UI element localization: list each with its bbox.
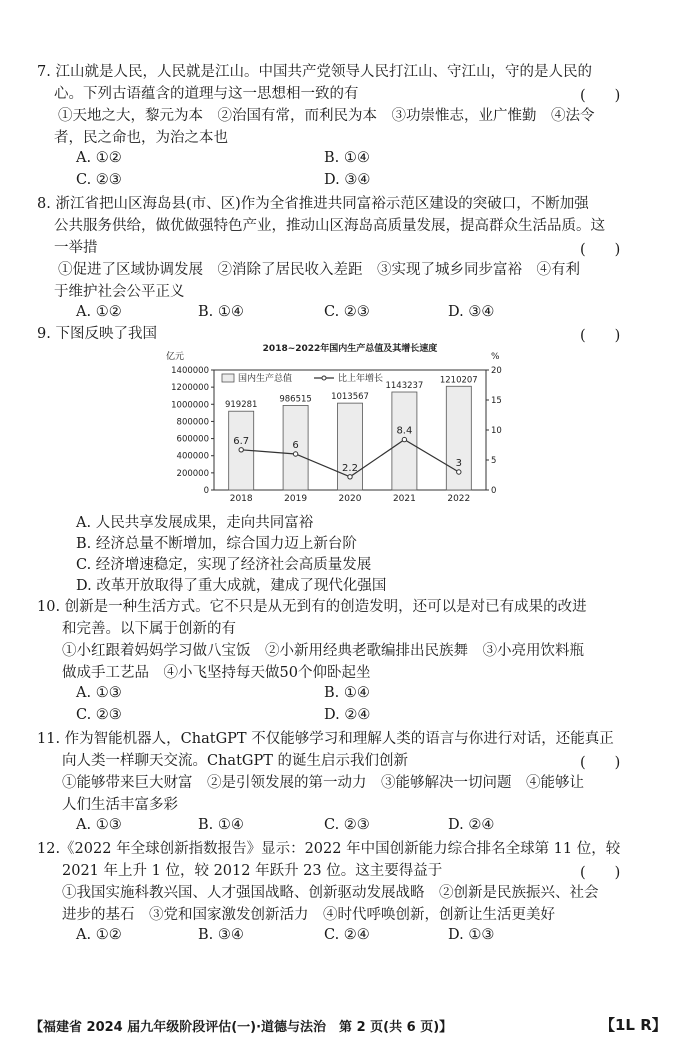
q11-line-1: 11. 作为智能机器人，ChatGPT 不仅能够学习和理解人类的语言与你进行对话，还能真正 bbox=[37, 731, 614, 747]
y-left-tick-label: 600000 bbox=[176, 434, 209, 445]
q7-line-1: 7. 江山就是人民，人民就是江山。中国共产党领导人民打江山、守江山，守的是人民的 bbox=[37, 64, 592, 80]
q9-line-1: 9. 下图反映了我国 bbox=[37, 326, 157, 342]
y-left-tick-label: 1200000 bbox=[171, 383, 209, 394]
y-left-tick-label: 800000 bbox=[176, 417, 209, 428]
q12-option-d[interactable]: D. ①③ bbox=[448, 927, 495, 943]
y-left-tick-label: 200000 bbox=[176, 468, 209, 479]
q12-line-2: 2021 年上升 1 位，较 2012 年跃升 23 位。这主要得益于 bbox=[62, 863, 443, 879]
x-tick-label: 2019 bbox=[284, 494, 308, 504]
legend-bar-label: 国内生产总值 bbox=[238, 374, 293, 384]
q10-option-b[interactable]: B. ①④ bbox=[324, 685, 370, 701]
y-right-tick-label: 10 bbox=[491, 426, 502, 436]
q8-line-4: ①促进了区域协调发展 ②消除了居民收入差距 ③实现了城乡同步富裕 ④有利 bbox=[58, 262, 580, 278]
q7-option-b[interactable]: B. ①④ bbox=[324, 150, 370, 166]
q12-option-a[interactable]: A. ①② bbox=[76, 927, 122, 943]
q7-option-a[interactable]: A. ①② bbox=[76, 150, 122, 166]
y-axis-right-label: % bbox=[491, 352, 500, 362]
q10-line-3: ①小红跟着妈妈学习做八宝饭 ②小新用经典老歌编排出民族舞 ③小亮用饮料瓶 bbox=[62, 643, 584, 659]
q12-line-1: 12.《2022 年全球创新指数报告》显示：2022 年中国创新能力综合排名全球第 11 位，较 bbox=[37, 841, 621, 857]
q8-option-a[interactable]: A. ①② bbox=[76, 304, 122, 320]
page-footer: 【福建省 2024 届九年级阶段评估(一)·道德与法治 第 2 页(共 6 页)】 bbox=[30, 1020, 453, 1035]
q12-line-3: ①我国实施科教兴国、人才强国战略、创新驱动发展战略 ②创新是民族振兴、社会 bbox=[62, 885, 599, 901]
gdp-chart bbox=[160, 340, 500, 512]
q12-option-c[interactable]: C. ②④ bbox=[324, 927, 370, 943]
q8-line-3: 一举措 bbox=[54, 240, 98, 256]
q11-line-3: ①能够带来巨大财富 ②是引领发展的第一动力 ③能够解决一切问题 ④能够让 bbox=[62, 775, 584, 791]
growth-point bbox=[348, 475, 352, 479]
growth-point bbox=[293, 452, 297, 456]
x-tick-label: 2018 bbox=[229, 494, 253, 504]
q9-option-d[interactable]: D. 改革开放取得了重大成就，建成了现代化强国 bbox=[76, 578, 387, 594]
legend-line-label: 比上年增长 bbox=[338, 374, 384, 384]
gdp-bar-label: 1013567 bbox=[331, 392, 369, 403]
q10-option-d[interactable]: D. ②④ bbox=[324, 707, 371, 723]
legend-bar-swatch bbox=[222, 374, 234, 382]
q7-option-c[interactable]: C. ②③ bbox=[76, 172, 122, 188]
q11-answer-blank[interactable]: ( ) bbox=[580, 755, 621, 771]
growth-point-label: 6.7 bbox=[233, 435, 250, 447]
q7-option-d[interactable]: D. ③④ bbox=[324, 172, 371, 188]
chart-title: 2018~2022年国内生产总值及其增长速度 bbox=[262, 344, 438, 354]
y-right-tick-label: 0 bbox=[491, 486, 497, 496]
y-right-tick-label: 5 bbox=[491, 456, 497, 466]
q10-option-c[interactable]: C. ②③ bbox=[76, 707, 122, 723]
q12-answer-blank[interactable]: ( ) bbox=[580, 865, 621, 881]
q7-line-4: 者，民之命也，为治之本也 bbox=[54, 130, 228, 146]
y-right-tick-label: 20 bbox=[491, 366, 502, 376]
q8-option-b[interactable]: B. ①④ bbox=[198, 304, 244, 320]
y-left-tick-label: 0 bbox=[203, 486, 209, 496]
x-tick-label: 2022 bbox=[447, 494, 471, 504]
q12-line-4: 进步的基石 ③党和国家激发创新活力 ④时代呼唤创新，创新让生活更美好 bbox=[62, 907, 555, 923]
q8-option-d[interactable]: D. ③④ bbox=[448, 304, 495, 320]
q10-line-1: 10. 创新是一种生活方式。它不只是从无到有的创造发明，还可以是对已有成果的改进 bbox=[37, 599, 587, 615]
growth-point-label: 6 bbox=[292, 440, 299, 451]
q9-option-c[interactable]: C. 经济增速稳定，实现了经济社会高质量发展 bbox=[76, 557, 372, 573]
q11-line-2: 向人类一样聊天交流。ChatGPT 的诞生启示我们创新 bbox=[62, 753, 409, 769]
growth-point-label: 8.4 bbox=[396, 425, 413, 437]
y-left-tick-label: 400000 bbox=[176, 451, 209, 462]
y-left-tick-label: 1000000 bbox=[171, 400, 209, 411]
y-right-tick-label: 15 bbox=[491, 396, 502, 406]
q10-option-a[interactable]: A. ①③ bbox=[76, 685, 122, 701]
growth-point bbox=[457, 470, 461, 474]
q8-line-5: 于维护社会公平正义 bbox=[54, 284, 185, 300]
q11-option-c[interactable]: C. ②③ bbox=[324, 817, 370, 833]
legend-line-marker bbox=[322, 376, 326, 380]
q8-answer-blank[interactable]: ( ) bbox=[580, 242, 621, 258]
growth-point-label: 2.2 bbox=[342, 462, 358, 474]
x-tick-label: 2021 bbox=[392, 494, 416, 504]
q10-line-4: 做成手工艺品 ④小飞坚持每天做50个仰卧起坐 bbox=[62, 665, 371, 681]
y-axis-left-label: 亿元 bbox=[166, 352, 185, 362]
q12-option-b[interactable]: B. ③④ bbox=[198, 927, 244, 943]
growth-point bbox=[239, 448, 243, 452]
gdp-bar-label: 1143237 bbox=[385, 381, 424, 392]
q9-option-b[interactable]: B. 经济总量不断增加，综合国力迈上新台阶 bbox=[76, 536, 357, 552]
q8-option-c[interactable]: C. ②③ bbox=[324, 304, 370, 320]
q9-answer-blank[interactable]: ( ) bbox=[580, 328, 621, 344]
gdp-bar-label: 986515 bbox=[279, 394, 312, 405]
q7-line-3: ①天地之大，黎元为本 ②治国有常，而利民为本 ③功崇惟志，业广惟勤 ④法令 bbox=[58, 108, 595, 124]
y-left-tick-label: 1400000 bbox=[171, 366, 209, 376]
q11-line-4: 人们生活丰富多彩 bbox=[62, 797, 178, 813]
q11-option-a[interactable]: A. ①③ bbox=[76, 817, 122, 833]
q9-option-a[interactable]: A. 人民共享发展成果，走向共同富裕 bbox=[76, 515, 314, 531]
gdp-bar-label: 919281 bbox=[224, 400, 258, 411]
x-tick-label: 2020 bbox=[338, 494, 362, 504]
q8-line-2: 公共服务供给，做优做强特色产业，推动山区海岛高质量发展，提高群众生活品质。这 bbox=[54, 218, 605, 234]
q10-line-2: 和完善。以下属于创新的有 bbox=[62, 621, 236, 637]
growth-point bbox=[402, 437, 406, 441]
q8-line-1: 8. 浙江省把山区海岛县(市、区)作为全省推进共同富裕示范区建设的突破口，不断加强 bbox=[37, 196, 589, 212]
growth-point-label: 3 bbox=[455, 458, 462, 469]
q7-answer-blank[interactable]: ( ) bbox=[580, 88, 621, 104]
q11-option-d[interactable]: D. ②④ bbox=[448, 817, 495, 833]
q11-option-b[interactable]: B. ①④ bbox=[198, 817, 244, 833]
q7-line-2: 心。下列古语蕴含的道理与这一思想相一致的有 bbox=[54, 86, 359, 102]
gdp-bar-label: 1210207 bbox=[439, 375, 478, 386]
paper-code: 【1L R】 bbox=[600, 1016, 667, 1034]
